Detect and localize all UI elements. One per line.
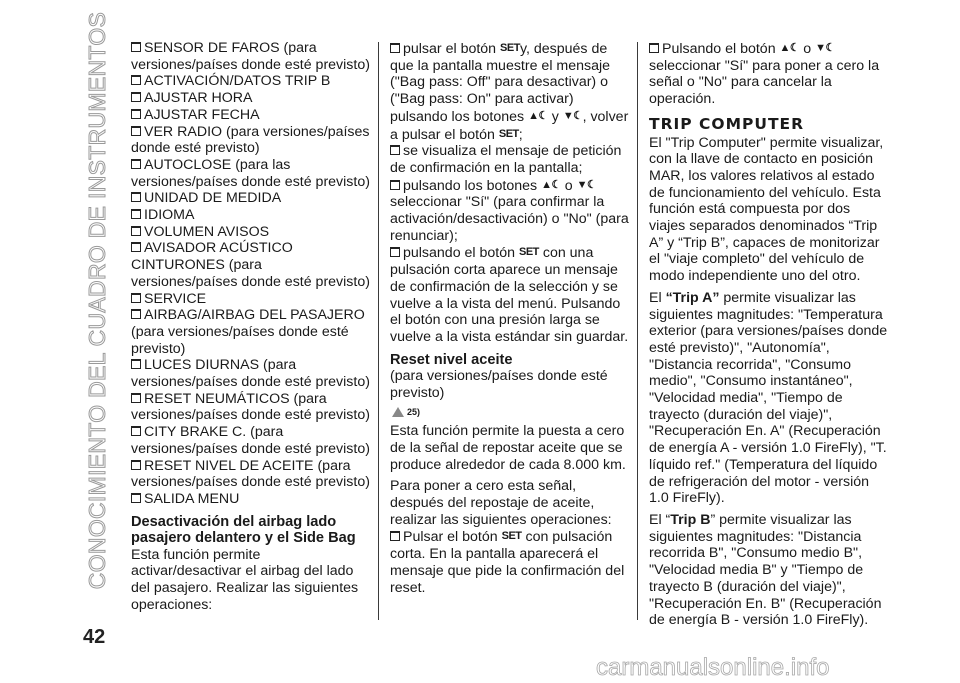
availability-note: (para versiones/países donde esté previsto)	[390, 368, 608, 401]
chapter-side-title	[74, 11, 122, 589]
square-bullet-icon	[131, 159, 141, 169]
down-button-icon: ▼☾	[562, 109, 583, 122]
column-1	[131, 40, 371, 614]
menu-item: LUCES DIURNAS (para versiones/países donde esté previsto)	[131, 357, 370, 391]
warning-triangle-icon	[392, 407, 404, 417]
menu-item: RESET NEUMÁTICOS (para versiones/países donde esté previsto)	[131, 390, 370, 424]
paragraph: Esta función permite la puesta a cero de la señal de repostar aceite que se produce alrededor de cada 8.000 km.	[390, 423, 626, 473]
menu-item: AJUSTAR HORA	[131, 90, 371, 107]
square-bullet-icon	[131, 226, 141, 236]
column-divider	[378, 42, 379, 620]
square-bullet-icon	[131, 75, 141, 85]
bullet-step: pulsando los botones ▲☾ o ▼☾ seleccionar "Sí" (para confirmar la activación/desactivación) o "No" (para renunciar);	[390, 177, 629, 244]
bullet-step: se visualiza el mensaje de petición de confirmación en la pantalla;	[390, 143, 622, 176]
up-button-icon: ▲☾	[541, 178, 561, 191]
square-bullet-icon	[131, 92, 141, 102]
menu-item: AVISADOR ACÚSTICO CINTURONES (para versiones/países donde esté previsto)	[131, 240, 370, 290]
set-button-icon: SET	[501, 530, 522, 543]
square-bullet-icon	[131, 242, 141, 252]
page-number: 42	[83, 626, 106, 648]
column-divider	[637, 42, 638, 620]
section-heading-reset-oil: Reset nivel aceite	[390, 351, 513, 368]
down-button-icon: ▼☾	[576, 178, 597, 191]
paragraph-trip-b: El “Trip B” permite visualizar las siguientes magnitudes: "Distancia recorrida B", "Consumo medio B", "Velocidad media B" y "Tiempo de trayecto B (duración del viaje)", "Recuperación En. B" (Recuperación de energía B - versión 1.0 FireFly).	[649, 511, 882, 629]
section-heading-trip-computer: TRIP COMPUTER	[649, 114, 805, 133]
square-bullet-icon	[649, 43, 659, 53]
down-button-icon: ▼☾	[815, 42, 835, 54]
chapter-title-text: CONOCIMIENTO DEL CUADRO DE INSTRUMENTOS	[84, 11, 111, 589]
menu-item: CITY BRAKE C. (para versiones/países donde esté previsto)	[131, 424, 370, 457]
square-bullet-icon	[390, 531, 400, 541]
square-bullet-icon	[390, 180, 400, 190]
square-bullet-icon	[131, 460, 141, 470]
bullet-step: Pulsar el botón SET con pulsación corta. En la pantalla aparecerá el mensaje que pide la confirmación del reset.	[390, 529, 625, 596]
square-bullet-icon	[131, 209, 141, 219]
square-bullet-icon	[131, 42, 141, 52]
paragraph-trip-a: El “Trip A” permite visualizar las siguientes magnitudes: "Temperatura exterior (para versiones/países donde esté previsto)", "Autonomía", "Distancia recorrida", "Consumo medio", "Consumo instantáneo", "Velocidad media", "Tiempo de trayecto (duración del viaje)", "Recuperación En. A" (Recuperación de energía A - versión 1.0 FireFly), "T. líquido ref." (Temperatura del líquido de refrigeración del motor - versión 1.0 FireFly).	[649, 289, 888, 507]
bullet-step: Pulsando el botón ▲☾ o ▼☾ seleccionar "Sí" para poner a cero la señal o "No" para cancelar la operación.	[649, 41, 880, 108]
menu-item: AUTOCLOSE (para las versiones/países donde esté previsto)	[131, 156, 370, 190]
menu-item: UNIDAD DE MEDIDA	[131, 190, 371, 207]
square-bullet-icon	[390, 145, 400, 155]
warning-reference	[392, 404, 630, 421]
square-bullet-icon	[131, 393, 141, 403]
menu-item: ACTIVACIÓN/DATOS TRIP B	[131, 73, 371, 90]
square-bullet-icon	[131, 359, 141, 369]
paragraph: Para poner a cero esta señal, después del repostaje de aceite, realizar las siguientes operaciones:	[390, 478, 612, 528]
menu-item: AIRBAG/AIRBAG DEL PASAJERO (para versiones/países donde esté previsto)	[131, 307, 365, 357]
up-button-icon: ▲☾	[528, 109, 548, 122]
square-bullet-icon	[131, 192, 141, 202]
bullet-step: pulsar el botón SETy, después de que la pantalla muestre el mensaje ("Bag pass: Off" para desactivar) o ("Bag pass: On" para activar) pulsando los botones ▲☾ y ▼☾, volver a pulsar el botón SET;	[390, 41, 629, 143]
menu-items-list	[131, 40, 371, 508]
square-bullet-icon	[131, 293, 141, 303]
square-bullet-icon	[131, 493, 141, 503]
square-bullet-icon	[390, 43, 400, 53]
menu-item: AJUSTAR FECHA	[131, 107, 371, 124]
square-bullet-icon	[390, 247, 400, 257]
airbag-paragraph: Esta función permite activar/desactivar el airbag del lado del pasajero. Realizar las siguientes operaciones:	[131, 546, 359, 613]
menu-item: SALIDA MENU	[131, 491, 371, 508]
square-bullet-icon	[131, 309, 141, 319]
set-button-icon: SET	[500, 42, 520, 54]
menu-item: RESET NIVEL DE ACEITE (para versiones/países donde esté previsto)	[131, 457, 370, 491]
column-2	[390, 40, 630, 596]
square-bullet-icon	[131, 426, 141, 436]
square-bullet-icon	[131, 109, 141, 119]
menu-item: SENSOR DE FAROS (para versiones/países donde esté previsto)	[131, 40, 370, 73]
watermark: carmanualsonline.info	[596, 654, 830, 681]
square-bullet-icon	[131, 126, 141, 136]
menu-item: IDIOMA	[131, 207, 371, 224]
paragraph: El "Trip Computer" permite visualizar, con la llave de contacto en posición MAR, los valores relativos al estado de funcionamiento del vehículo. Esta función está compuesta por dos viajes separados denominados “Trip A” y “Trip B”, capaces de monitorizar el "viaje completo" del vehículo de modo independiente uno del otro.	[649, 134, 884, 285]
set-button-icon: SET	[518, 246, 539, 259]
section-heading-airbag: Desactivación del airbag lado pasajero delantero y el Side Bag	[131, 513, 356, 547]
menu-item: VER RADIO (para versiones/países donde esté previsto)	[131, 123, 370, 157]
menu-item: SERVICE	[131, 291, 371, 308]
menu-item: VOLUMEN AVISOS	[131, 224, 371, 241]
bullet-step: pulsando el botón SET con una pulsación corta aparece un mensaje de confirmación de la selección y se vuelve a la vista del menú. Pulsando el botón con una presión larga se vuelve a la vista estándar sin guardar.	[390, 245, 629, 345]
set-button-icon: SET	[498, 127, 519, 140]
up-button-icon: ▲☾	[779, 42, 800, 54]
column-3	[649, 40, 889, 629]
warning-ref-number: 25)	[407, 406, 421, 417]
